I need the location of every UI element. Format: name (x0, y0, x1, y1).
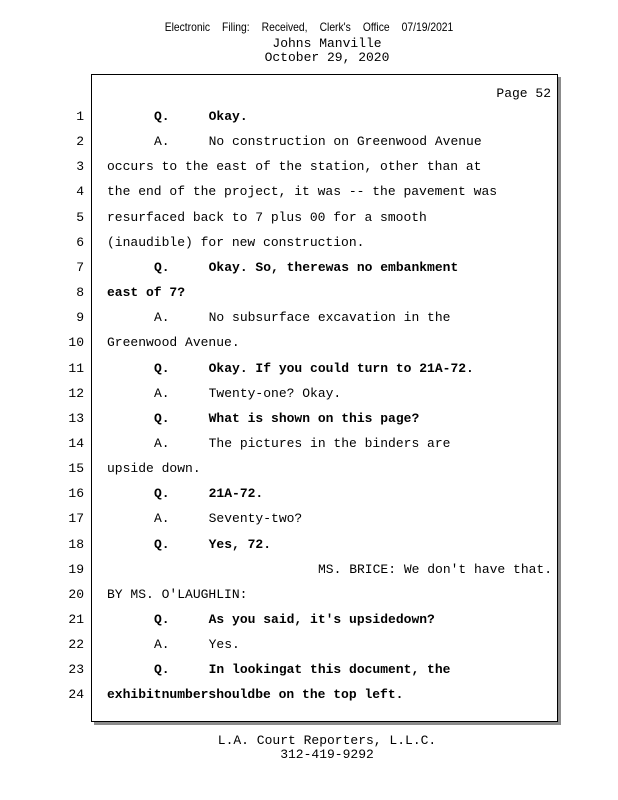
transcript-line: A. Seventy-two? (154, 511, 303, 526)
line-number: 8 (76, 285, 84, 300)
transcript-line: (inaudible) for new construction. (107, 235, 365, 250)
line-number: 13 (68, 411, 84, 426)
line-number: 20 (68, 587, 84, 602)
page-number: Page 52 (496, 86, 551, 101)
line-number: 14 (68, 436, 84, 451)
line-number: 9 (76, 310, 84, 325)
transcript-line: resurfaced back to 7 plus 00 for a smooth (107, 210, 427, 225)
transcript-line: Q. Okay. If you could turn to 21A-72. (154, 361, 474, 376)
transcript-line: the end of the project, it was -- the pavement was (107, 184, 498, 199)
deponent-name: Johns Manville (272, 36, 382, 51)
line-number: 23 (68, 662, 84, 677)
line-number: 16 (68, 486, 84, 501)
line-number: 22 (68, 637, 84, 652)
filing-stamp-part: Electronic (164, 20, 211, 34)
transcript-line: upside down. (107, 461, 201, 476)
line-number: 6 (76, 235, 84, 250)
filing-stamp (43, 20, 574, 34)
line-number: 18 (68, 537, 84, 552)
reporter-phone: 312-419-9292 (280, 747, 374, 762)
transcript-line: occurs to the east of the station, other than at (107, 159, 482, 174)
line-number: 5 (76, 210, 84, 225)
line-number: 1 (76, 109, 84, 124)
line-number: 10 (68, 335, 84, 350)
transcript-line: Q. In lookingat this document, the (154, 662, 451, 677)
transcript-line: A. No subsurface excavation in the (154, 310, 451, 325)
line-number: 21 (68, 612, 84, 627)
line-number: 11 (68, 361, 84, 376)
transcript-line: A. The pictures in the binders are (154, 436, 451, 451)
deposition-date: October 29, 2020 (264, 50, 390, 65)
line-number: 24 (68, 687, 84, 702)
line-number: 2 (76, 134, 84, 149)
line-number: 12 (68, 386, 84, 401)
filing-stamp-part: Filing: (222, 20, 250, 34)
transcript-line: Q. What is shown on this page? (154, 411, 420, 426)
reporter-company: L.A. Court Reporters, L.L.C. (217, 733, 437, 748)
transcript-line: Q. Okay. So, therewas no embankment (154, 260, 459, 275)
line-number: 3 (76, 159, 84, 174)
transcript-line: east of 7? (107, 285, 186, 300)
transcript-line: BY MS. O'LAUGHLIN: (107, 587, 248, 602)
transcript-line: Q. 21A-72. (154, 486, 264, 501)
line-number: 17 (68, 511, 84, 526)
transcript-line: Q. Yes, 72. (154, 537, 272, 552)
filing-stamp-part: Office (362, 20, 390, 34)
transcript-line: A. Yes. (154, 637, 240, 652)
transcript-line: exhibitnumbershouldbe on the top left. (107, 687, 404, 702)
transcript-line: Q. As you said, it's upsidedown? (154, 612, 435, 627)
line-number: 15 (68, 461, 84, 476)
transcript-line: A. No construction on Greenwood Avenue (154, 134, 482, 149)
line-number: 19 (68, 562, 84, 577)
transcript-line: A. Twenty-one? Okay. (154, 386, 342, 401)
filing-stamp-part: Received, (261, 20, 308, 34)
transcript-line: Greenwood Avenue. (107, 335, 240, 350)
line-number: 4 (76, 184, 84, 199)
line-number: 7 (76, 260, 84, 275)
filing-stamp-part: 07/19/2021 (401, 20, 454, 34)
transcript-line: Q. Okay. (154, 109, 248, 124)
transcript-line: MS. BRICE: We don't have that. (318, 562, 553, 577)
filing-stamp-part: Clerk's (319, 20, 351, 34)
